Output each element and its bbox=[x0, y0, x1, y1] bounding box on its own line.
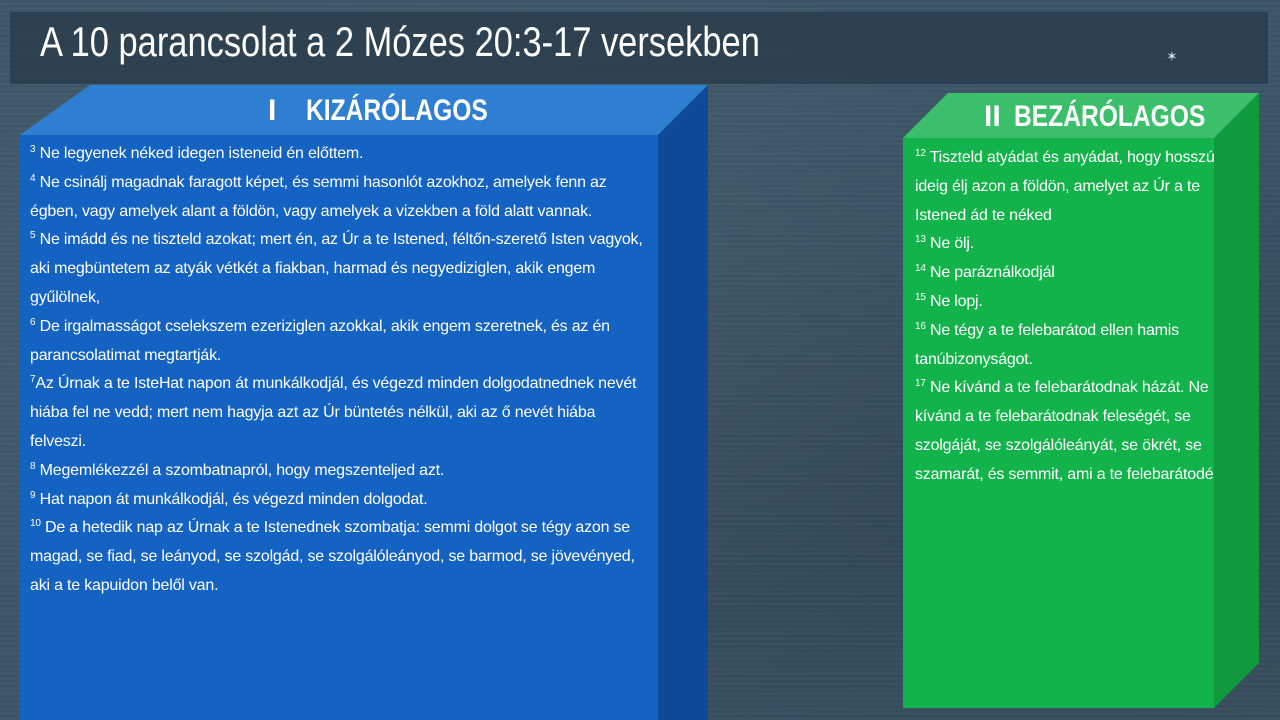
verse-number: 10 bbox=[30, 518, 41, 530]
verse bbox=[30, 457, 655, 486]
verse-text: Ne legyenek néked idegen isteneid én előttem. bbox=[35, 145, 364, 162]
verse bbox=[30, 313, 655, 371]
left-verse-list bbox=[30, 140, 655, 601]
verse-text: Megemlékezzél a szombatnapról, hogy megszenteljed azt. bbox=[35, 461, 445, 479]
verse-text: Ne kívánd a te felebarátodnak házát. Ne kívánd a te felebarátodnak feleségét, se szolgáját, se szolgálóleányát, se ökrét, se szamarát, és semmit, ami a te felebarátodé bbox=[915, 379, 1214, 483]
verse bbox=[915, 374, 1215, 489]
verse-number: 15 bbox=[915, 291, 926, 303]
verse-text: Ne csinálj magadnak faragott képet, és semmi hasonlót azokhoz, amelyek fenn az égben, vagy amelyek alant a földön, vagy amelyek a vizekben a föld alatt vannak. bbox=[30, 173, 607, 220]
verse-number: 3 bbox=[30, 144, 36, 155]
verse bbox=[915, 230, 1215, 259]
verse-text: Ne imádd és ne tiszteld azokat; mert én, az Úr a te Istened, féltőn-szerető Isten vagyok, aki megbüntetem az atyák vétkét a fiakban, harmad és negyediziglen, akik engem gyűlölnek, bbox=[30, 231, 643, 306]
left-box-number: I bbox=[268, 94, 277, 127]
verse bbox=[30, 486, 655, 515]
verse bbox=[30, 226, 655, 312]
verse-number: 12 bbox=[915, 148, 926, 159]
star-icon: ✶ bbox=[1166, 48, 1178, 64]
verse bbox=[30, 169, 655, 227]
verse-text: Ne ölj. bbox=[925, 235, 974, 253]
verse-text: De a hetedik nap az Úrnak a te Istenednek szombatja: semmi dolgot se tégy azon se magad, se fiad, se leányod, se szolgád, se szolgálóleányod, se barmod, se jövevényed, aki a te kapuidon belől van. bbox=[30, 519, 635, 594]
right-verse-list bbox=[915, 144, 1215, 490]
verse-text: De irgalmasságot cselekszem ezeriziglen azokkal, akik engem szeretnek, és az én parancsolatimat megtartják. bbox=[30, 317, 610, 364]
verse-text: Ne paráználkodjál bbox=[925, 264, 1055, 282]
verse-number: 8 bbox=[30, 460, 36, 472]
verse-number: 13 bbox=[915, 234, 926, 246]
verse bbox=[915, 317, 1215, 375]
verse-text: Ne tégy a te felebarátod ellen hamis tanúbizonyságot. bbox=[915, 321, 1179, 368]
verse-number: 14 bbox=[915, 263, 926, 275]
verse-number: 4 bbox=[30, 172, 36, 184]
verse-text: Ne lopj. bbox=[925, 292, 983, 310]
verse bbox=[915, 144, 1215, 230]
verse bbox=[30, 370, 655, 456]
verse-text: Hat napon át munkálkodjál, és végezd minden dolgodat. bbox=[35, 490, 428, 508]
verse-number: 7 bbox=[30, 374, 36, 386]
verse-text: Tiszteld atyádat és anyádat, hogy hosszú ideig élj azon a földön, amelyet az Úr a te Istened ád te néked bbox=[915, 149, 1215, 224]
verse-number: 6 bbox=[30, 316, 36, 328]
right-box-side bbox=[1214, 93, 1259, 708]
verse-text: Az Úrnak a te IsteHat napon át munkálkodjál, és végezd minden dolgodatnednek nevét hiába fel ne vedd; mert nem hagyja azt az Úr büntetés nélkül, aki az ő nevét hiába felveszi. bbox=[30, 375, 637, 450]
slide-title: A 10 parancsolat a 2 Mózes 20:3-17 versekben bbox=[40, 18, 760, 65]
verse bbox=[915, 288, 1215, 317]
verse bbox=[30, 140, 655, 169]
right-box-number: II bbox=[984, 100, 1001, 133]
verse bbox=[915, 259, 1215, 288]
verse-number: 16 bbox=[915, 320, 926, 332]
left-box-side bbox=[658, 85, 708, 720]
right-box-heading: BEZÁRÓLAGOS bbox=[1014, 100, 1206, 133]
verse-number: 17 bbox=[915, 378, 926, 390]
verse bbox=[30, 514, 655, 600]
left-box-heading: KIZÁRÓLAGOS bbox=[306, 94, 488, 127]
verse-number: 5 bbox=[30, 230, 36, 242]
verse-number: 9 bbox=[30, 489, 36, 501]
